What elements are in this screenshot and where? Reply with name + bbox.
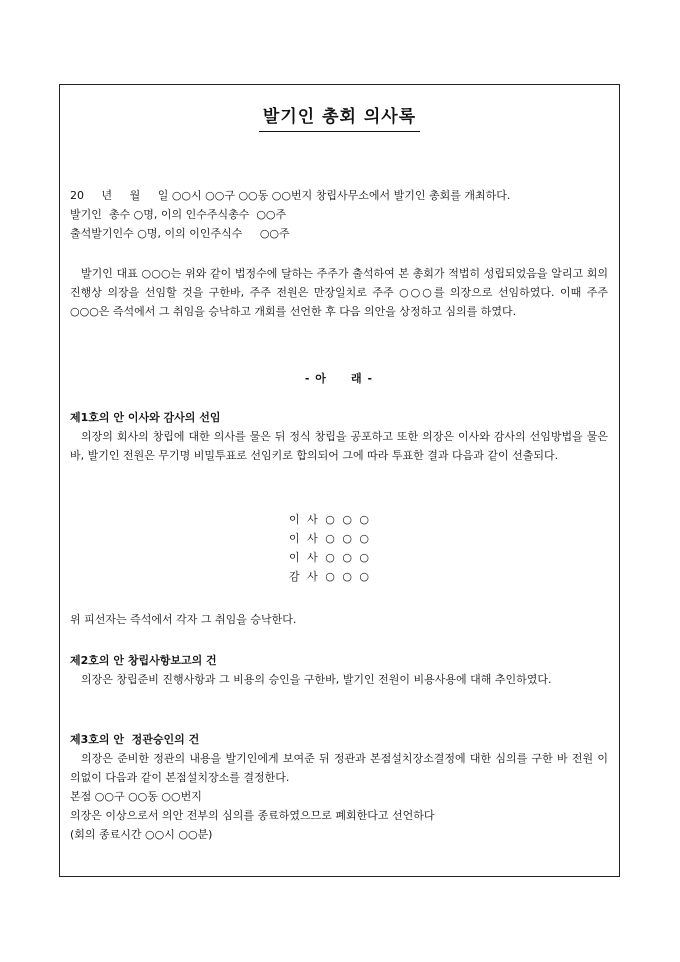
officer-director-3: 이 사 ○ ○ ○ [289, 551, 372, 564]
agenda1-heading: 제1호의 안 이사와 감사의 선임 [70, 411, 221, 424]
agenda3-heading: 제3호의 안 정관승인의 건 [70, 733, 200, 746]
acceptance-block [70, 610, 608, 629]
intro-line-total: 발기인 총수 ○명, 이의 인수주식총수 ○○주 [70, 208, 287, 221]
intro-line-date: 20 년 월 일 ○○시 ○○구 ○○동 ○○번지 창립사무소에서 발기인 총회를 개최하다. [70, 189, 511, 202]
opening-paragraph: 발기인 대표 ○○○는 위와 같이 법정수에 달하는 주주가 출석하여 본 총회가 적법히 성립되었음을 알리고 회의진행상 의장을 선임할 것을 구한바, 주주 전원은 만장일치로 주주 ○○○를 의장으로 선임하였다. 이때 주주 ○○○은 즉석에서 그 취임을 승낙하고 개회를 선언한 후 다음 의안을 상정하고 심의를 하였다. [70, 267, 608, 318]
agenda3-block [70, 730, 608, 844]
intro-line-attending: 출석발기인수 ○명, 이의 이인주식수 ○○주 [70, 227, 290, 240]
agenda1-body: 의장의 회사의 창립에 대한 의사를 물은 뒤 정식 창립을 공포하고 또한 의장은 이사와 감사의 선임방법을 물은바, 발기인 전원은 무기명 비밀투표로 선임키로 합의되어 그에 따라 투표한 결과 다음과 같이 선출되다. [70, 430, 608, 462]
officer-director-2: 이 사 ○ ○ ○ [289, 532, 372, 545]
agenda1-acceptance: 위 피선자는 즉석에서 각자 그 취임을 승낙한다. [70, 613, 297, 626]
agenda2-body: 의장은 창립준비 진행사항과 그 비용의 승인을 구한바, 발기인 전원이 비용사용에 대해 추인하였다. [81, 673, 552, 686]
agenda3-body: 의장은 준비한 정관의 내용을 발기인에게 보여준 뒤 정관과 본점설치장소결정에 대한 심의를 구한 바 전원 이의없이 다음과 같이 본점설치장소를 결정한다. [70, 752, 608, 784]
agenda3-closing: 의장은 이상으로서 의안 전부의 심의를 종료하였으므로 폐회한다고 선언하다 [70, 809, 435, 822]
agenda3-end-time: (회의 종료시간 ○○시 ○○분) [70, 828, 213, 841]
agenda2-block [70, 651, 608, 689]
agenda1-block [70, 408, 608, 465]
officer-auditor: 감 사 ○ ○ ○ [289, 570, 372, 583]
notice-block [70, 369, 608, 388]
officer-list [289, 510, 429, 586]
opening-block [70, 264, 608, 321]
officer-director-1: 이 사 ○ ○ ○ [289, 513, 372, 526]
title-wrap [60, 102, 619, 132]
notice-heading: - 아 래 - [304, 372, 374, 385]
agenda3-location: 본점 ○○구 ○○동 ○○번지 [70, 790, 202, 803]
document-title: 발기인 총회 의사록 [259, 102, 420, 132]
agenda2-heading: 제2호의 안 창립사항보고의 건 [70, 654, 217, 667]
document-frame [59, 84, 620, 877]
intro-block [70, 186, 608, 243]
